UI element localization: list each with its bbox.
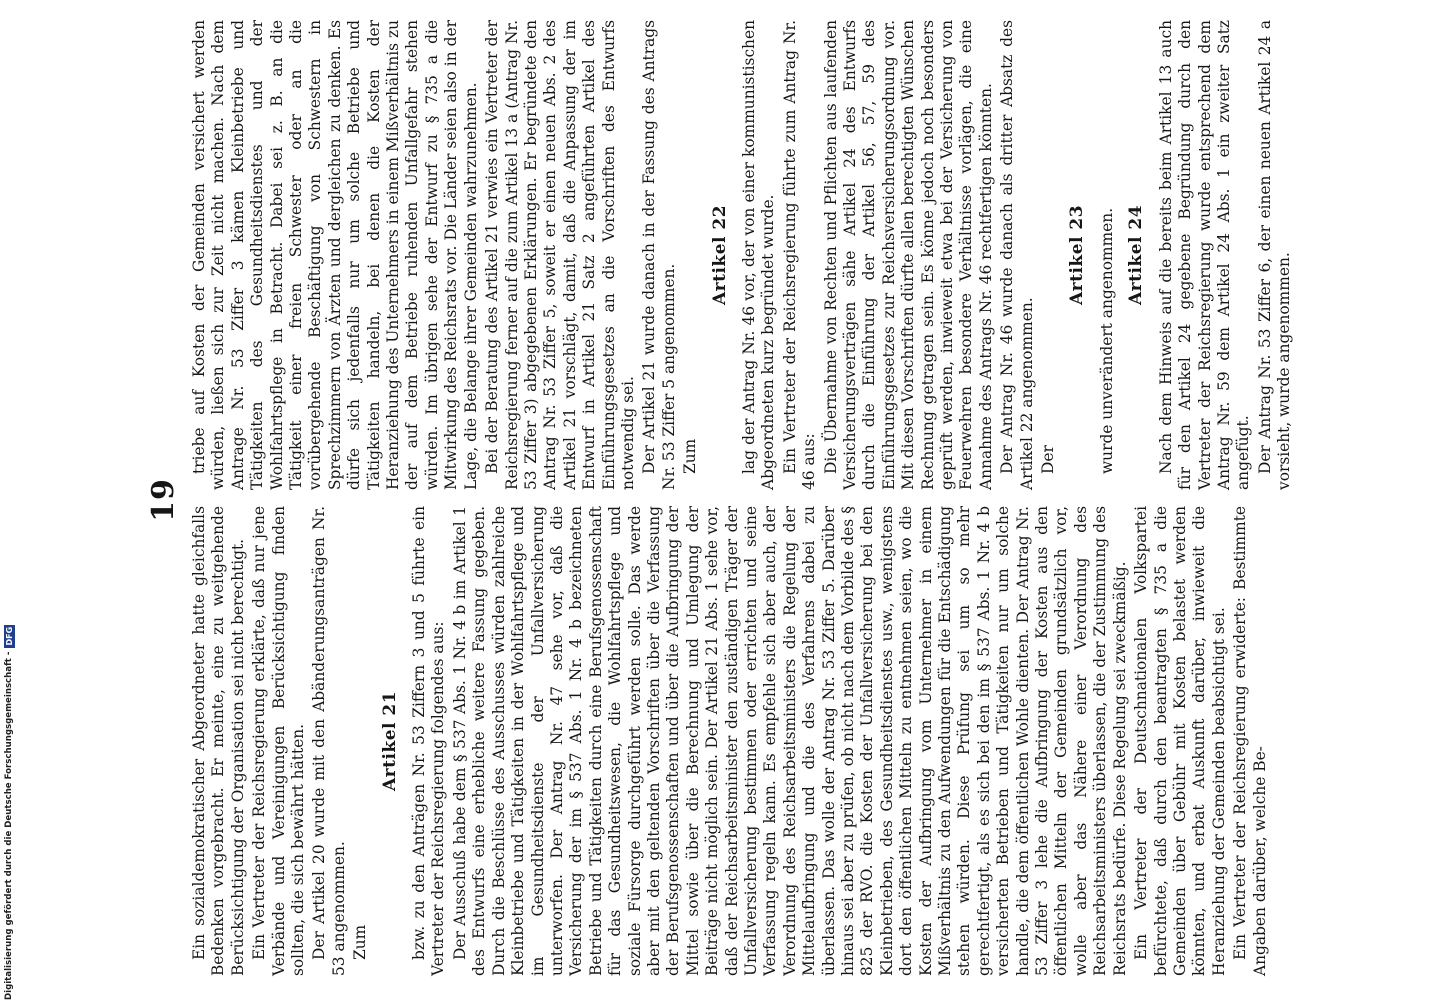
- heading-artikel-24: Artikel 24: [1126, 204, 1147, 306]
- paragraph: Bei der Beratung des Artikel 21 verwies ein Vertreter der Reichsregierung ferner auf die zum Artikel 13 a (Antrag Nr. 53 Ziffer 3) abgegebenen Erklärungen. Er begründete den Antrag Nr. 53 Ziffer 5, soweit er einen neuen Abs. 2 des Artikel 21 vorschlägt, damit, daß die Anpassung der im Entwurf in Artikel 21 Satz 2 angeführten Artikel des Einführungsgesetzes an die Vorschriften des Entwurfs notwendig sei.: [483, 20, 637, 490]
- paragraph: Ein Vertreter der Reichsregierung erwiderte: Bestimmte Angaben darüber, welche Be-: [1231, 506, 1269, 976]
- paragraph: Ein Vertreter der Reichsregierung führte zum Antrag Nr. 46 aus:: [780, 20, 819, 490]
- left-column: [190, 506, 1272, 976]
- scanned-page: [130, 0, 1310, 1000]
- dfg-logo: DFG: [4, 626, 14, 646]
- paragraph: Der Antrag Nr. 53 Ziffer 6, der einen neuen Artikel 24 a vorsieht, wurde angenommen.: [1255, 20, 1294, 490]
- paragraph: Nach dem Hinweis auf die bereits beim Artikel 13 auch für den Artikel 24 gegebene Begründung durch den Vertreter der Reichsregierung wurde entsprechend dem Antrag Nr. 59 dem Artikel 24 Abs. 1 ein zweiter Satz angefügt.: [1156, 20, 1253, 490]
- zum-label: Zum: [351, 924, 370, 960]
- paragraph: Der Antrag Nr. 46 wurde danach als dritter Absatz des Artikel 22 angenommen.: [998, 20, 1036, 490]
- paragraph: lag der Antrag Nr. 46 vor, der von einer kommunistischen Abgeordneten kurz begründet wurde.: [739, 20, 778, 490]
- paragraph: Die Übernahme von Rechten und Pflichten aus laufenden Versicherungsverträgen sähe Artikel 24 des Entwurfs durch die Einführung der Artikel 56, 57, 59 des Einführungsgesetzes zur Reichsversicherungsordnung vor. Mit diesen Vorschriften dürfte allen berechtigten Wünschen Rechnung getragen sein. Es könne jedoch noch besonders geprüft werden, inwieweit etwa bei der Versicherung von Feuerwehren besondere Verhältnisse vorlägen, die eine Annahme des Antrags Nr. 46 rechtfertigen könnten.: [821, 20, 995, 490]
- paragraph: Der Artikel 21 wurde danach in der Fassung des Antrags Nr. 53 Ziffer 5 angenommen.: [640, 20, 678, 490]
- heading-artikel-22: Artikel 22: [709, 204, 730, 306]
- heading-artikel-23: Artikel 23: [1067, 204, 1088, 306]
- right-column: [190, 20, 1297, 490]
- paragraph: wurde unverändert angenommen.: [1097, 207, 1116, 474]
- heading-artikel-21: Artikel 21: [379, 690, 400, 792]
- paragraph: Ein Vertreter der Deutschnationalen Volkspartei befürchtete, daß durch den beantragten § 735 a die Gemeinden über Gebühr mit Kosten belastet werden könnten, und erbat Auskunft darüber, inwieweit die Heranziehung der Gemeinden beabsichtigt sei.: [1132, 506, 1228, 976]
- der-label: Der: [1039, 445, 1058, 474]
- footer-text: Digitalisierung gefördert durch die Deutsche Forschungsgemeinschaft -: [4, 651, 14, 1000]
- paragraph: Ein Vertreter der Reichsregierung erklärte, daß nur jene Verbände und Vereinigungen Berücksichtigung finden sollten, die sich bewährt hätten.: [250, 506, 308, 976]
- zum-label: Zum: [681, 438, 700, 474]
- paragraph: Ein sozialdemokratischer Abgeordneter hatte gleichfalls Bedenken vorgebracht. Er meinte, eine zu weitgehende Berücksichtigung der Organisation sei nicht berechtigt.: [190, 506, 247, 976]
- page-number: 19: [146, 478, 181, 522]
- paragraph: Der Artikel 20 wurde mit den Abänderungsanträgen Nr. 53 angenommen.: [310, 506, 348, 976]
- digitization-footer: [2, 0, 16, 1000]
- paragraph: bzw. zu den Anträgen Nr. 53 Ziffern 3 und 5 führte ein Vertreter der Reichsregierung folgendes aus:: [410, 506, 448, 976]
- paragraph: Der Ausschuß habe dem § 537 Abs. 1 Nr. 4 b im Artikel 1 des Entwurfs eine erhebliche weitere Fassung gegeben. Durch die Beschlüsse des Ausschusses würden zahlreiche Kleinbetriebe und Tätigkeiten in der Wohlfahrtspflege und im Gesundheitsdienste der Unfallversicherung unterworfen. Der Antrag Nr. 47 sehe vor, daß die Versicherung der im § 537 Abs. 1 Nr. 4 b bezeichneten Betriebe und Tätigkeiten durch eine Berufsgenossenschaft für das Gesundheitswesen, die Wohlfahrtspflege und soziale Fürsorge durchgeführt werden solle. Das werde aber mit den geltenden Vorschriften über die Verfassung der Berufsgenossenschaften und über die Aufbringung der Mittel sowie über die Berechnung und Umlegung der Beiträge nicht möglich sein. Der Artikel 21 Abs. 1 sehe vor, daß der Reichsarbeitsminister den zuständigen Träger der Unfallversicherung bestimmen oder errichten und seine Verfassung regeln kann. Es empfehle sich aber auch, der Verordnung des Reichsarbeitsministers die Regelung der Mittelaufbringung und die des Verfahrens dabei zu überlassen. Das wolle der Antrag Nr. 53 Ziffer 5. Darüber hinaus sei aber zu prüfen, ob nicht nach dem Vorbilde des § 825 der RVO. die Kosten der Unfallversicherung bei den Kleinbetrieben, des Gesundheitsdienstes usw., wenigstens dort den öffentlichen Mitteln zu entnehmen seien, wo die Kosten der Aufbringung vom Unternehmer in einem Mißverhältnis zu den Aufwendungen für die Entschädigung stehen würden. Diese Prüfung sei um so mehr gerechtfertigt, als es sich bei den im § 537 Abs. 1 Nr. 4 b versicherten Betrieben und Tätigkeiten nur um solche handle, die dem öffentlichen Wohle dienten. Der Antrag Nr. 53 Ziffer 3 lehe die Aufbringung der Kosten aus den öffentlichen Mitteln der Gemeinden grundsätzlich vor, wolle aber das Nähere einer Verordnung des Reichsarbeitsministers überlassen, die der Zustimmung des Reichsrats bedürfe. Diese Regelung sei zweckmäßig.: [450, 506, 1129, 976]
- paragraph: triebe auf Kosten der Gemeinden versichert werden würden, ließen sich zur Zeit nicht machen. Nach dem Antrage Nr. 53 Ziffer 3 kämen Kleinbetriebe und Tätigkeiten des Gesundheitsdienstes und der Wohlfahrtspflege in Betracht. Dabei sei z. B. an die Tätigkeit einer freien Schwester oder an die vorübergehende Beschäftigung von Schwestern in Sprechzimmern von Ärzten und dergleichen zu denken. Es dürfe sich jedenfalls nur um solche Betriebe und Tätigkeiten handeln, bei denen die Kosten der Heranziehung des Unternehmers in einem Mißverhältnis zu der auf dem Betriebe ruhenden Unfallgefahr stehen würden. Im übrigen sehe der Entwurf zu § 735 a die Mitwirkung des Reichsrats vor. Die Länder seien also in der Lage, die Belange ihrer Gemeinden wahrzunehmen.: [190, 20, 480, 490]
